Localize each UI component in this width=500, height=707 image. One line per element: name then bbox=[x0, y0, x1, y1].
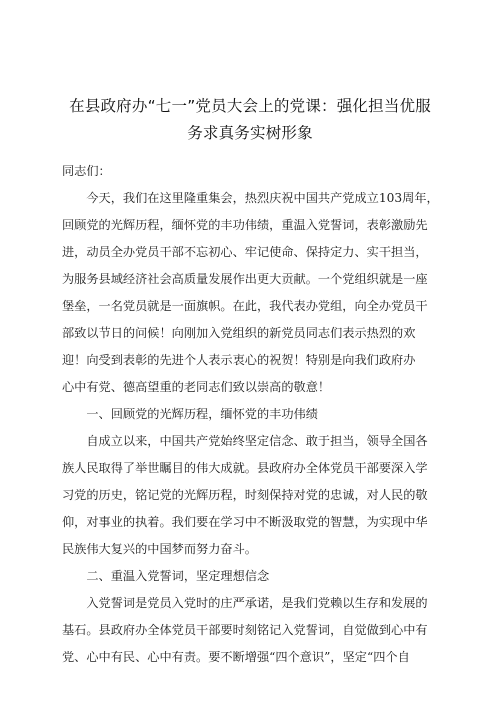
paragraph-line: 迎！向受到表彰的先进个人表示衷心的祝贺！特别是向我们政府办 bbox=[62, 353, 416, 367]
paragraph-line: 心中有党、德高望重的老同志们致以崇高的敬意！ bbox=[62, 380, 331, 394]
paragraph-line: 回顾党的光辉历程，缅怀党的丰功伟绩，重温入党誓词，表彰激励先 bbox=[62, 218, 428, 232]
paragraph-line: 仰，对事业的执着。我们要在学习中不断汲取党的智慧，为实现中华 bbox=[62, 515, 428, 529]
section-heading-2: 二、重温入党誓词，坚定理想信念 bbox=[62, 569, 270, 583]
paragraph-line: 党、心中有民、心中有责。要不断增强“四个意识”，坚定“四个自 bbox=[62, 650, 410, 664]
document-title-line-2: 务求真务实树形象 bbox=[187, 124, 313, 142]
paragraph-line: 入党誓词是党员入党时的庄严承诺，是我们党赖以生存和发展的 bbox=[62, 596, 428, 610]
paragraph-line: 今天，我们在这里隆重集会，热烈庆祝中国共产党成立103周年， bbox=[62, 191, 439, 205]
paragraph-line: 基石。县政府办全体党员干部要时刻铭记入党誓词，自觉做到心中有 bbox=[62, 623, 428, 637]
paragraph-line: 进，动员全办党员干部不忘初心、牢记使命、保持定力、实干担当， bbox=[62, 245, 428, 259]
paragraph-line: 自成立以来，中国共产党始终坚定信念、敢于担当，领导全国各 bbox=[62, 434, 428, 448]
section-heading-1: 一、回顾党的光辉历程，缅怀党的丰功伟绩 bbox=[62, 407, 318, 421]
paragraph-line: 部致以节日的问候！向刚加入党组织的新党员同志们表示热烈的欢 bbox=[62, 326, 416, 340]
paragraph-line: 习党的历史，铭记党的光辉历程，时刻保持对党的忠诚，对人民的敬 bbox=[62, 488, 428, 502]
paragraph-line: 民族伟大复兴的中国梦而努力奋斗。 bbox=[62, 542, 257, 556]
paragraph-line: 族人民取得了举世瞩目的伟大成就。县政府办全体党员干部要深入学 bbox=[62, 461, 428, 475]
document-title-line-1: 在县政府办“七一”党员大会上的党课：强化担当优服 bbox=[69, 97, 431, 115]
paragraph-line: 为服务县域经济社会高质量发展作出更大贡献。一个党组织就是一座 bbox=[62, 272, 428, 286]
paragraph-line: 堡垒，一名党员就是一面旗帜。在此，我代表办党组，向全办党员干 bbox=[62, 299, 428, 313]
salutation: 同志们： bbox=[62, 164, 111, 178]
